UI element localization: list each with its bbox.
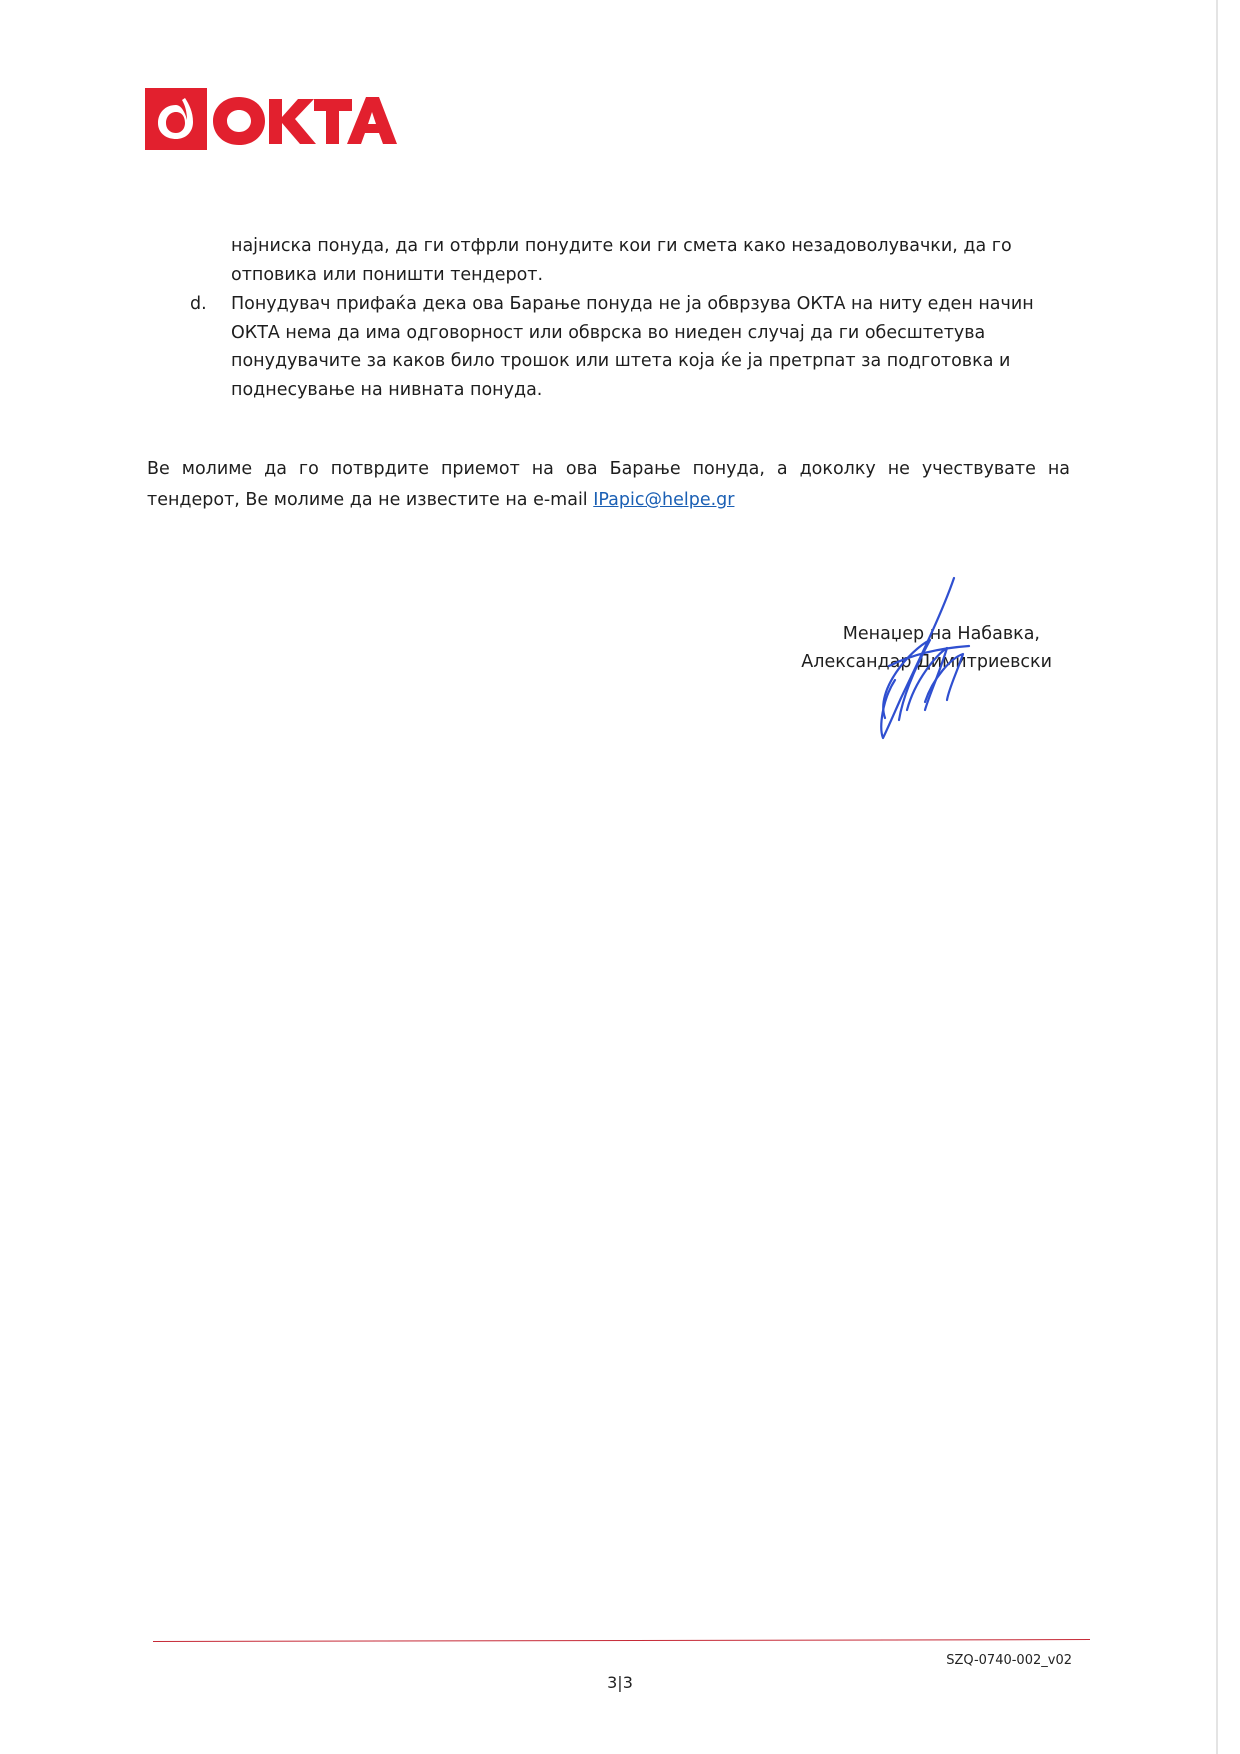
page-edge xyxy=(1216,0,1218,1754)
okta-logo xyxy=(145,88,397,150)
handwritten-signature xyxy=(855,570,985,745)
document-code: SZQ-0740-002_v02 xyxy=(946,1653,1072,1668)
closing-text: Ве молиме да го потврдите приемот на ова Барање понуда, а доколку не учествувате на тендерот, Ве молиме да не известите на e-mail xyxy=(147,459,1070,510)
list-marker: d. xyxy=(190,294,207,314)
page-number: 3|3 xyxy=(607,1673,633,1692)
list-continuation-text: најниска понуда, да ги отфрли понудите кои ги смета како незадоволувачки, да го отповика или поништи тендерот. xyxy=(231,236,1012,285)
footer-divider xyxy=(153,1639,1090,1642)
list-item-text: Понудувач прифаќа дека ова Барање понуда не ја обврзува ОКТА на ниту еден начин ОКТА нема да има одговорност или обврска во ниеден случај да ги обесштетува понудувачите за каков било трошок или штета која ќе ја претрпат за подготовка и поднесување на нивната понуда. xyxy=(231,294,1034,400)
email-link[interactable]: IPapic@helpe.gr xyxy=(593,490,735,510)
closing-paragraph xyxy=(147,454,1070,516)
signatory-name: Александар Димитриевски xyxy=(801,652,1052,672)
signatory-title: Менаџер на Набавка, xyxy=(842,624,1040,644)
